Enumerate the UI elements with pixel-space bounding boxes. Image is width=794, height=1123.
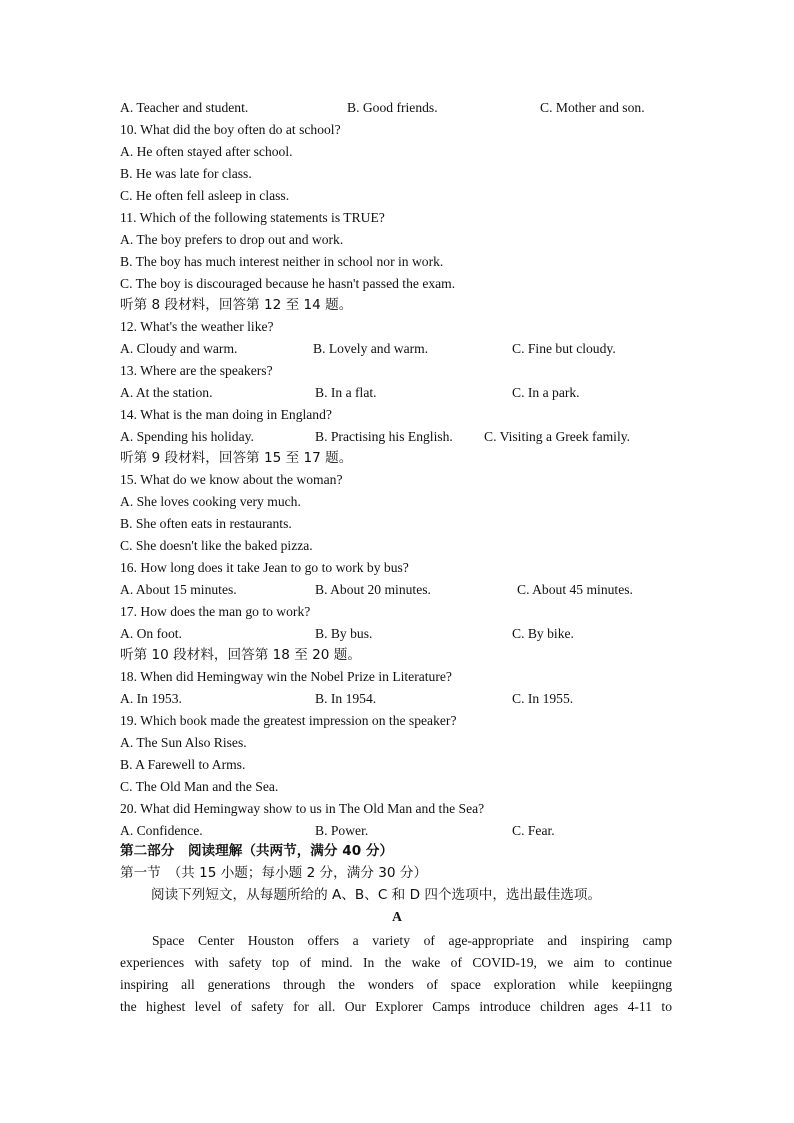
answer-option: C. By bike. — [512, 626, 574, 641]
answer-choice: A. He often stayed after school. — [120, 144, 293, 159]
answer-option: C. Fear. — [512, 823, 555, 838]
section-instruction: 听第 10 段材料，回答第 18 至 20 题。 — [120, 647, 361, 663]
section-instruction: 听第 9 段材料，回答第 15 至 17 题。 — [120, 450, 353, 466]
question-text: 13. Where are the speakers? — [120, 363, 273, 378]
answer-option: B. In 1954. — [315, 691, 377, 706]
question-text: 10. What did the boy often do at school? — [120, 122, 341, 137]
question-text: 18. When did Hemingway win the Nobel Prize in Literature? — [120, 669, 452, 684]
answer-option: A. About 15 minutes. — [120, 582, 237, 597]
answer-option: B. By bus. — [315, 626, 373, 641]
passage-line: Space Center Houston offers a variety of age-appropriate and inspiring camp — [152, 933, 672, 948]
answer-option: A. Teacher and student. — [120, 100, 249, 115]
question-text: 20. What did Hemingway show to us in The Old Man and the Sea? — [120, 801, 485, 816]
answer-options-row — [120, 428, 680, 446]
answer-option: B. Good friends. — [347, 100, 438, 115]
answer-option: A. At the station. — [120, 385, 213, 400]
answer-options-row — [120, 384, 680, 402]
part-heading: 第二部分 阅读理解（共两节，满分 40 分） — [120, 843, 394, 859]
answer-option: B. About 20 minutes. — [315, 582, 431, 597]
passage-line: inspiring all generations through the wonders of space exploration while keepiingng — [120, 977, 672, 992]
answer-option: C. Mother and son. — [540, 100, 645, 115]
question-text: 16. How long does it take Jean to go to work by bus? — [120, 560, 409, 575]
answer-option: A. Spending his holiday. — [120, 429, 254, 444]
answer-option: C. In 1955. — [512, 691, 574, 706]
answer-choice: B. The boy has much interest neither in school nor in work. — [120, 254, 444, 269]
answer-choice: C. The Old Man and the Sea. — [120, 779, 279, 794]
passage-line: experiences with safety top of mind. In the wake of COVID-19, we aim to continue — [120, 955, 672, 970]
answer-choice: C. The boy is discouraged because he hasn't passed the exam. — [120, 276, 456, 291]
answer-choice: B. She often eats in restaurants. — [120, 516, 292, 531]
answer-option: A. Cloudy and warm. — [120, 341, 238, 356]
answer-options-row — [120, 99, 680, 117]
answer-option: B. Power. — [315, 823, 369, 838]
answer-option: B. Practising his English. — [315, 429, 453, 444]
answer-option: B. In a flat. — [315, 385, 377, 400]
answer-option: A. In 1953. — [120, 691, 182, 706]
answer-option: C. Visiting a Greek family. — [484, 429, 631, 444]
answer-choice: C. He often fell asleep in class. — [120, 188, 290, 203]
answer-options-row — [120, 822, 680, 840]
question-text: 15. What do we know about the woman? — [120, 472, 343, 487]
answer-option: A. On foot. — [120, 626, 182, 641]
section-instruction: 听第 8 段材料，回答第 12 至 14 题。 — [120, 297, 353, 313]
answer-option: C. About 45 minutes. — [517, 582, 633, 597]
question-text: 14. What is the man doing in England? — [120, 407, 332, 422]
answer-choice: A. She loves cooking very much. — [120, 494, 301, 509]
section-instruction: 第一节 （共 15 小题；每小题 2 分，满分 30 分） — [120, 865, 428, 881]
answer-choice: A. The boy prefers to drop out and work. — [120, 232, 344, 247]
answer-option: C. In a park. — [512, 385, 580, 400]
answer-option: B. Lovely and warm. — [313, 341, 429, 356]
answer-option: C. Fine but cloudy. — [512, 341, 616, 356]
passage-line: the highest level of safety for all. Our Explorer Camps introduce children ages 4-11 to — [120, 999, 672, 1014]
passage-letter: A — [392, 909, 402, 924]
answer-options-row — [120, 625, 680, 643]
question-text: 11. Which of the following statements is TRUE? — [120, 210, 385, 225]
reading-instruction: 阅读下列短文，从每题所给的 A、B、C 和 D 四个选项中，选出最佳选项。 — [151, 887, 602, 903]
answer-options-row — [120, 581, 680, 599]
answer-choice: B. A Farewell to Arms. — [120, 757, 246, 772]
question-text: 17. How does the man go to work? — [120, 604, 311, 619]
answer-choice: C. She doesn't like the baked pizza. — [120, 538, 313, 553]
answer-option: A. Confidence. — [120, 823, 203, 838]
question-text: 12. What's the weather like? — [120, 319, 274, 334]
answer-choice: A. The Sun Also Rises. — [120, 735, 247, 750]
question-text: 19. Which book made the greatest impression on the speaker? — [120, 713, 457, 728]
answer-options-row — [120, 340, 680, 358]
answer-options-row — [120, 690, 680, 708]
answer-choice: B. He was late for class. — [120, 166, 252, 181]
